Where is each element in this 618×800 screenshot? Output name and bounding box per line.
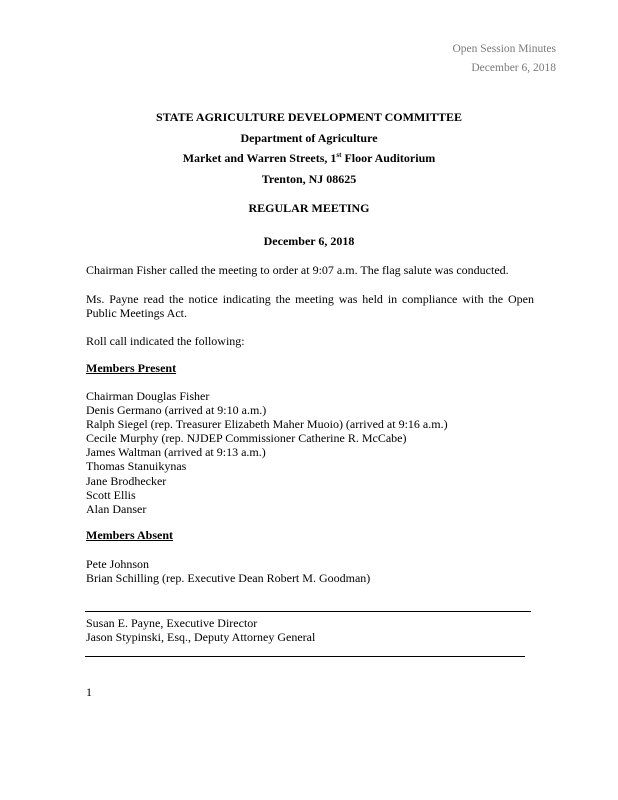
members-absent-list bbox=[86, 557, 370, 585]
list-item: Jane Brodhecker bbox=[86, 473, 167, 488]
members-absent-heading: Members Absent bbox=[86, 528, 173, 542]
roll-call-paragraph: Roll call indicated the following: bbox=[86, 334, 245, 348]
list-item: Susan E. Payne, Executive Director bbox=[86, 616, 258, 630]
meeting-location bbox=[0, 148, 618, 169]
call-to-order-paragraph: Chairman Fisher called the meeting to order at 9:07 a.m. The flag salute was conducted. bbox=[86, 263, 509, 277]
list-item: Cecile Murphy (rep. NJDEP Commissioner Catherine R. McCabe) bbox=[86, 431, 407, 446]
department-name: Department of Agriculture bbox=[240, 130, 378, 145]
list-item: Ralph Siegel (rep. Treasurer Elizabeth Maher Muoio) (arrived at 9:16 a.m.) bbox=[86, 417, 448, 432]
list-item: Denis Germano (arrived at 9:10 a.m.) bbox=[86, 403, 267, 418]
staff-top-divider bbox=[85, 611, 531, 612]
organization-name: STATE AGRICULTURE DEVELOPMENT COMMITTEE bbox=[156, 110, 462, 124]
address-prefix: Market and Warren Streets, 1 bbox=[182, 151, 337, 165]
header-title: Open Session Minutes bbox=[452, 43, 556, 55]
list-item: Pete Johnson bbox=[86, 557, 149, 571]
notice-paragraph: Ms. Payne read the notice indicating the meeting was held in compliance with the Open Public Meetings Act. bbox=[86, 292, 534, 320]
staff-list bbox=[86, 616, 315, 644]
list-item: Alan Danser bbox=[86, 501, 147, 516]
header-date: December 6, 2018 bbox=[471, 62, 556, 74]
city-line: Trenton, NJ 08625 bbox=[261, 171, 357, 186]
title-block bbox=[0, 107, 618, 189]
list-item: Chairman Douglas Fisher bbox=[86, 389, 210, 403]
list-item: Jason Stypinski, Esq., Deputy Attorney General bbox=[86, 630, 316, 645]
address-suffix: Floor Auditorium bbox=[341, 151, 436, 165]
members-present-heading: Members Present bbox=[86, 361, 177, 375]
members-present-list bbox=[86, 389, 448, 516]
address-superscript: st bbox=[336, 151, 342, 159]
list-item: Scott Ellis bbox=[86, 487, 136, 502]
staff-bottom-divider bbox=[85, 656, 525, 657]
list-item: Brian Schilling (rep. Executive Dean Robert M. Goodman) bbox=[86, 571, 371, 586]
list-item: Thomas Stanuikynas bbox=[86, 459, 187, 474]
meeting-type: REGULAR MEETING bbox=[248, 201, 370, 215]
page-number: 1 bbox=[86, 685, 92, 699]
meeting-date: December 6, 2018 bbox=[263, 234, 355, 248]
list-item: James Waltman (arrived at 9:13 a.m.) bbox=[86, 445, 266, 460]
running-header bbox=[453, 40, 557, 78]
